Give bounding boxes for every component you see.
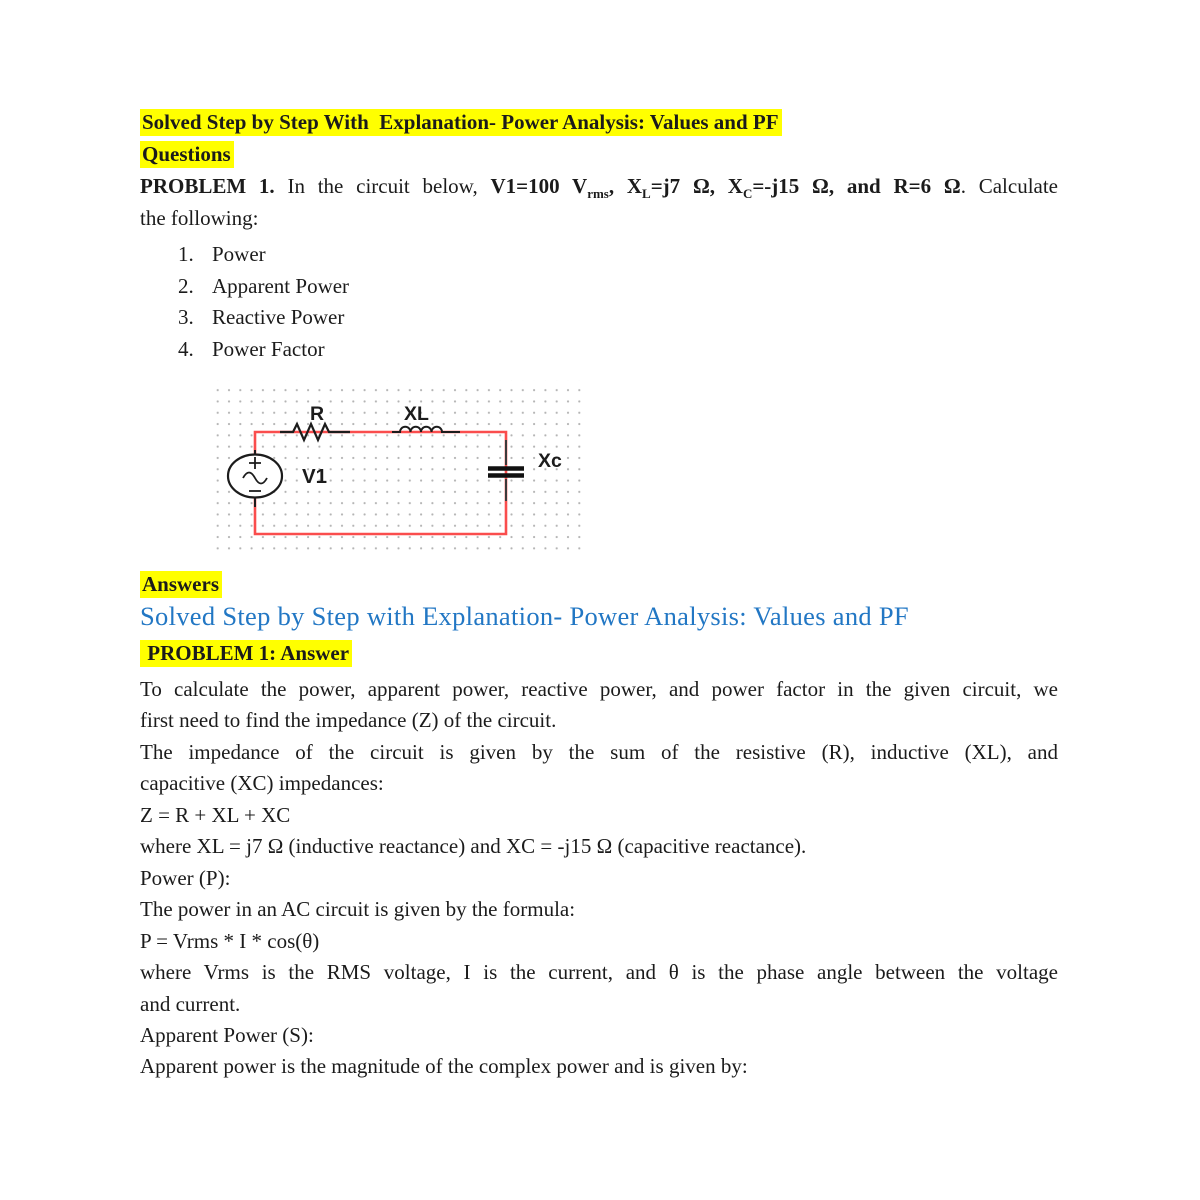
answer-body xyxy=(140,674,1058,1083)
inductor-label: XL xyxy=(404,403,429,425)
circuit-svg xyxy=(210,375,590,555)
questions-line xyxy=(140,138,1058,170)
problem-label: PROBLEM 1. xyxy=(140,174,275,198)
list-item xyxy=(140,302,1058,334)
given-mid2: =j7 Ω, X xyxy=(650,174,743,198)
answers-line xyxy=(140,569,1058,599)
list-item-label: Reactive Power xyxy=(212,305,345,329)
given-mid1: , X xyxy=(608,174,643,198)
capacitor-label: Xc xyxy=(538,450,562,472)
body-line: Power (P): xyxy=(140,865,231,890)
list-item-number: 2. xyxy=(178,273,194,298)
body-line: Apparent Power (S): xyxy=(140,1022,314,1047)
document-title-line xyxy=(140,106,1058,138)
list-item-label: Power xyxy=(212,242,266,266)
body-line: The power in an AC circuit is given by the formula: xyxy=(140,897,576,922)
resistor-label: R xyxy=(310,403,325,425)
subscript-rms: rms xyxy=(587,186,609,202)
subscript-l: L xyxy=(642,186,651,202)
given-v1: V1=100 V xyxy=(490,174,588,198)
body-line: and current. xyxy=(140,991,241,1016)
body-line: where XL = j7 Ω (inductive reactance) and XC = -j15 Ω (capacitive reactance). xyxy=(140,834,807,859)
document-content xyxy=(140,0,1058,1083)
subscript-c: C xyxy=(742,186,753,202)
header-block xyxy=(140,106,1058,234)
questions-label: Questions xyxy=(140,141,234,168)
list-item-label: Apparent Power xyxy=(212,273,350,298)
problem-answer-label: PROBLEM 1: Answer xyxy=(140,640,352,667)
requested-values-list xyxy=(140,239,1058,365)
list-item-number: 4. xyxy=(178,336,194,361)
given-mid3: =-j15 Ω, and R=6 Ω xyxy=(752,174,961,198)
list-item-label: Power Factor xyxy=(212,336,325,361)
list-item-number: 1. xyxy=(178,242,194,266)
body-line: first need to find the impedance (Z) of the circuit. xyxy=(140,708,557,733)
body-line: P = Vrms * I * cos(θ) xyxy=(140,928,320,953)
body-line: Apparent power is the magnitude of the complex power and is given by: xyxy=(140,1054,748,1079)
list-item xyxy=(140,271,1058,303)
source-label: V1 xyxy=(302,465,328,488)
body-line: Z = R + XL + XC xyxy=(140,802,291,827)
body-line: where Vrms is the RMS voltage, I is the current, and θ is the phase angle between the voltage xyxy=(140,960,1058,985)
problem-statement xyxy=(140,170,1058,202)
problem-answer-line xyxy=(140,637,1058,669)
body-line: capacitive (XC) impedances: xyxy=(140,771,384,796)
problem-intro: In the circuit below, xyxy=(274,174,491,198)
document-title: Solved Step by Step With Explanation- Power Analysis: Values and PF xyxy=(140,109,782,136)
problem-outro: . Calculate xyxy=(960,174,1059,198)
answer-section-heading: Solved Step by Step with Explanation- Power Analysis: Values and PF xyxy=(140,601,909,631)
list-item-number: 3. xyxy=(178,305,194,329)
list-item xyxy=(140,239,1058,271)
body-line: The impedance of the circuit is given by the sum of the resistive (R), inductive (XL), and xyxy=(140,739,1058,764)
body-line: To calculate the power, apparent power, reactive power, and power factor in the given circuit, we xyxy=(140,677,1058,701)
answers-label: Answers xyxy=(140,571,222,598)
circuit-diagram xyxy=(210,375,590,555)
problem-statement-line2: the following: xyxy=(140,206,259,230)
list-item xyxy=(140,334,1058,366)
